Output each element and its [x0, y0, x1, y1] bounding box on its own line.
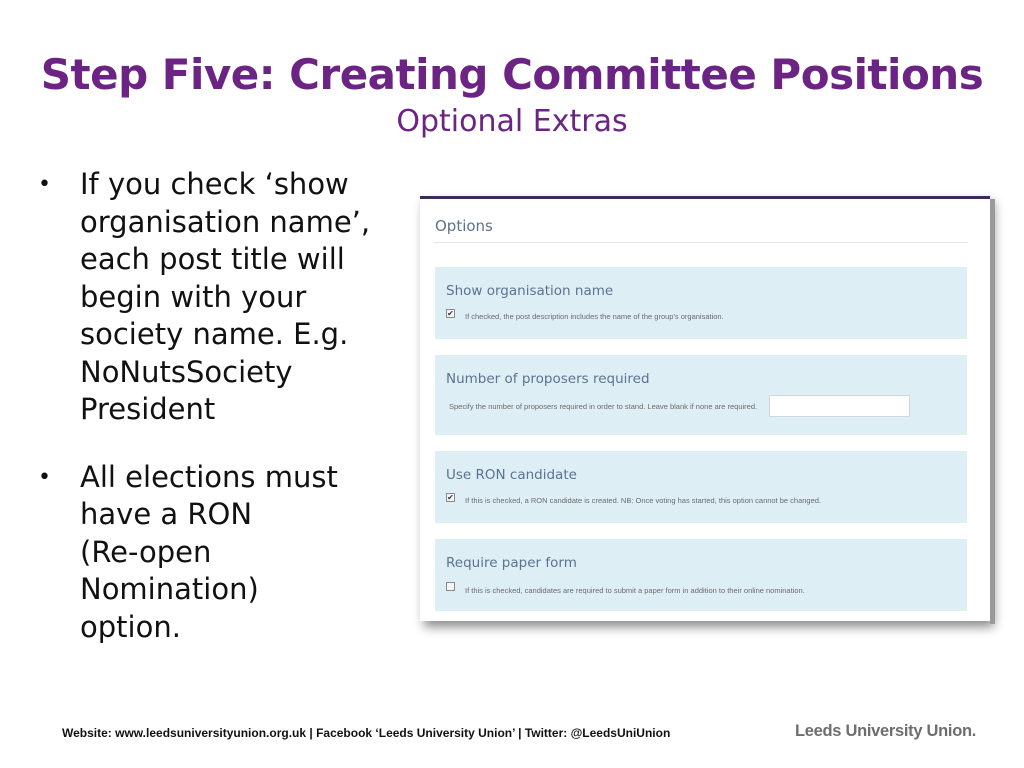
- proposers-number-input[interactable]: [769, 395, 910, 417]
- leeds-university-union-logo: Leeds University Union.: [795, 722, 977, 740]
- option-description: If checked, the post description includes the name of the group's organisation.: [465, 312, 724, 321]
- bullet-item: [38, 459, 398, 647]
- footer-links: Website: www.leedsuniversityunion.org.uk | Facebook ‘Leeds University Union’ | Twitter: @LeedsUniUnion: [62, 726, 671, 740]
- option-label: Require paper form: [446, 555, 577, 571]
- slide-subtitle: Optional Extras: [396, 104, 628, 139]
- use-ron-checkbox[interactable]: ✔: [447, 493, 454, 502]
- option-description: Specify the number of proposers required in order to stand. Leave blank if none are required.: [449, 402, 758, 411]
- show-organisation-checkbox[interactable]: ✔: [447, 309, 454, 318]
- option-number-of-proposers: [435, 355, 967, 435]
- slide-title: Step Five: Creating Committee Positions: [40, 50, 984, 99]
- bullet-marker: •: [38, 464, 51, 490]
- bullet-list: [38, 166, 398, 646]
- bullet-item: [38, 166, 398, 429]
- option-description: If this is checked, a RON candidate is created. NB: Once voting has started, this option cannot be changed.: [465, 496, 822, 505]
- option-label: Use RON candidate: [446, 467, 577, 483]
- options-screenshot: [420, 196, 990, 621]
- bullet-marker: •: [38, 172, 51, 197]
- option-description: If this is checked, candidates are required to submit a paper form in addition to their online nomination.: [465, 586, 805, 595]
- options-divider: [434, 242, 968, 243]
- option-show-organisation-name: [435, 267, 967, 339]
- paper-form-checkbox[interactable]: [446, 582, 455, 591]
- screenshot-edge: [990, 199, 995, 624]
- option-require-paper-form: [435, 539, 967, 611]
- option-label: Show organisation name: [446, 283, 614, 299]
- option-label: Number of proposers required: [446, 371, 650, 387]
- option-use-ron-candidate: [435, 451, 967, 523]
- options-heading: Options: [435, 217, 493, 235]
- bullet-text: All elections must have a RON (Re-open Nomination) option.: [80, 459, 338, 644]
- bullet-text: If you check ‘show organisation name’, each post title will begin with your society name. E.g. NoNutsSociety President: [80, 167, 371, 426]
